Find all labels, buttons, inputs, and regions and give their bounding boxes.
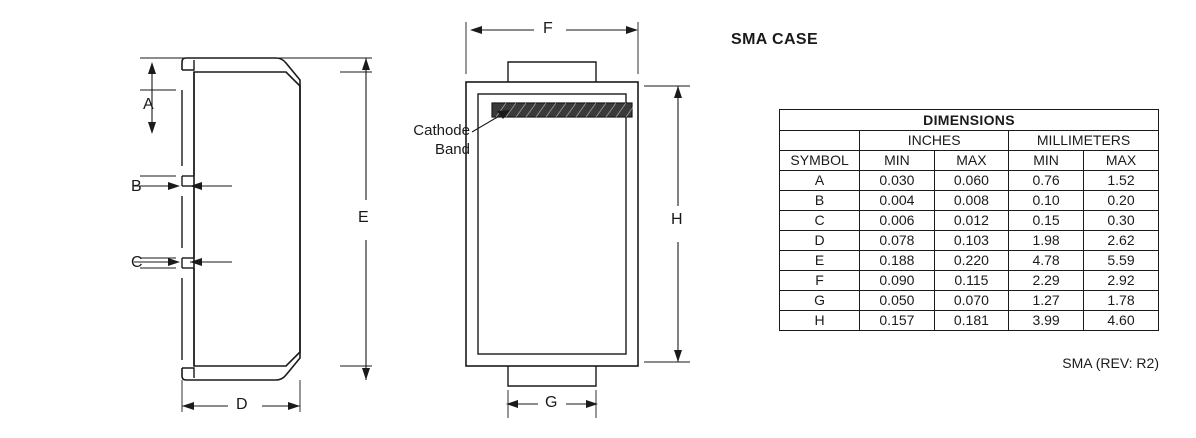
row-inches-min: 0.090 (860, 271, 934, 291)
revision-note: SMA (REV: R2) (1062, 355, 1159, 371)
row-mm-min: 2.29 (1009, 271, 1084, 291)
row-mm-min: 1.98 (1009, 231, 1084, 251)
row-mm-min: 0.76 (1009, 171, 1084, 191)
column-header-inches-max: MAX (934, 151, 1008, 171)
row-symbol: D (780, 231, 860, 251)
row-inches-min: 0.006 (860, 211, 934, 231)
cathode-annotation-line2: Band (434, 141, 470, 158)
table-row (780, 171, 1159, 191)
dimension-label-f: F (543, 20, 553, 37)
side-view-body (182, 58, 300, 380)
dimension-label-h: H (671, 211, 683, 228)
dimension-f (470, 26, 638, 34)
group-header-inches: INCHES (860, 131, 1009, 151)
row-inches-max: 0.008 (934, 191, 1008, 211)
row-symbol: F (780, 271, 860, 291)
table-group-header-row (780, 131, 1159, 151)
row-mm-max: 4.60 (1084, 311, 1159, 331)
row-symbol: A (780, 171, 860, 191)
row-symbol: H (780, 311, 860, 331)
row-mm-min: 4.78 (1009, 251, 1084, 271)
table-title: DIMENSIONS (780, 110, 1159, 131)
table-row (780, 311, 1159, 331)
row-mm-max: 2.62 (1084, 231, 1159, 251)
row-inches-max: 0.181 (934, 311, 1008, 331)
table-row (780, 271, 1159, 291)
row-mm-max: 1.78 (1084, 291, 1159, 311)
row-mm-max: 1.52 (1084, 171, 1159, 191)
dimension-label-g: G (545, 394, 558, 411)
row-inches-max: 0.220 (934, 251, 1008, 271)
row-inches-min: 0.030 (860, 171, 934, 191)
case-title: SMA CASE (731, 31, 819, 48)
dimension-label-b: B (131, 178, 142, 195)
column-header-symbol: SYMBOL (780, 151, 860, 171)
column-header-mm-max: MAX (1084, 151, 1159, 171)
cathode-band-annotation (388, 121, 470, 159)
row-mm-max: 0.20 (1084, 191, 1159, 211)
row-inches-max: 0.115 (934, 271, 1008, 291)
table-row (780, 251, 1159, 271)
row-mm-max: 2.92 (1084, 271, 1159, 291)
row-inches-min: 0.004 (860, 191, 934, 211)
row-symbol: G (780, 291, 860, 311)
table-row (780, 231, 1159, 251)
dimensions-table-wrapper (779, 109, 1159, 331)
table-title-row (780, 110, 1159, 131)
dimension-label-a: A (143, 96, 154, 113)
row-symbol: E (780, 251, 860, 271)
column-header-mm-min: MIN (1009, 151, 1084, 171)
row-inches-max: 0.060 (934, 171, 1008, 191)
group-header-spacer (780, 131, 860, 151)
row-mm-max: 5.59 (1084, 251, 1159, 271)
dimensions-table (779, 109, 1159, 331)
cathode-band (492, 103, 636, 117)
row-inches-min: 0.050 (860, 291, 934, 311)
table-row (780, 211, 1159, 231)
row-mm-min: 1.27 (1009, 291, 1084, 311)
row-inches-max: 0.070 (934, 291, 1008, 311)
row-mm-min: 0.15 (1009, 211, 1084, 231)
dimension-c (134, 258, 232, 266)
row-mm-min: 0.10 (1009, 191, 1084, 211)
dimension-label-d: D (236, 396, 248, 413)
row-inches-min: 0.157 (860, 311, 934, 331)
column-header-inches-min: MIN (860, 151, 934, 171)
group-header-millimeters: MILLIMETERS (1009, 131, 1159, 151)
table-row (780, 291, 1159, 311)
cathode-annotation-line1: Cathode (413, 122, 470, 139)
row-inches-min: 0.078 (860, 231, 934, 251)
row-inches-max: 0.012 (934, 211, 1008, 231)
row-symbol: B (780, 191, 860, 211)
dimension-label-c: C (131, 254, 143, 271)
row-inches-min: 0.188 (860, 251, 934, 271)
row-mm-max: 0.30 (1084, 211, 1159, 231)
row-inches-max: 0.103 (934, 231, 1008, 251)
dimension-label-e: E (358, 209, 369, 226)
table-row (780, 191, 1159, 211)
row-symbol: C (780, 211, 860, 231)
table-column-header-row (780, 151, 1159, 171)
row-mm-min: 3.99 (1009, 311, 1084, 331)
